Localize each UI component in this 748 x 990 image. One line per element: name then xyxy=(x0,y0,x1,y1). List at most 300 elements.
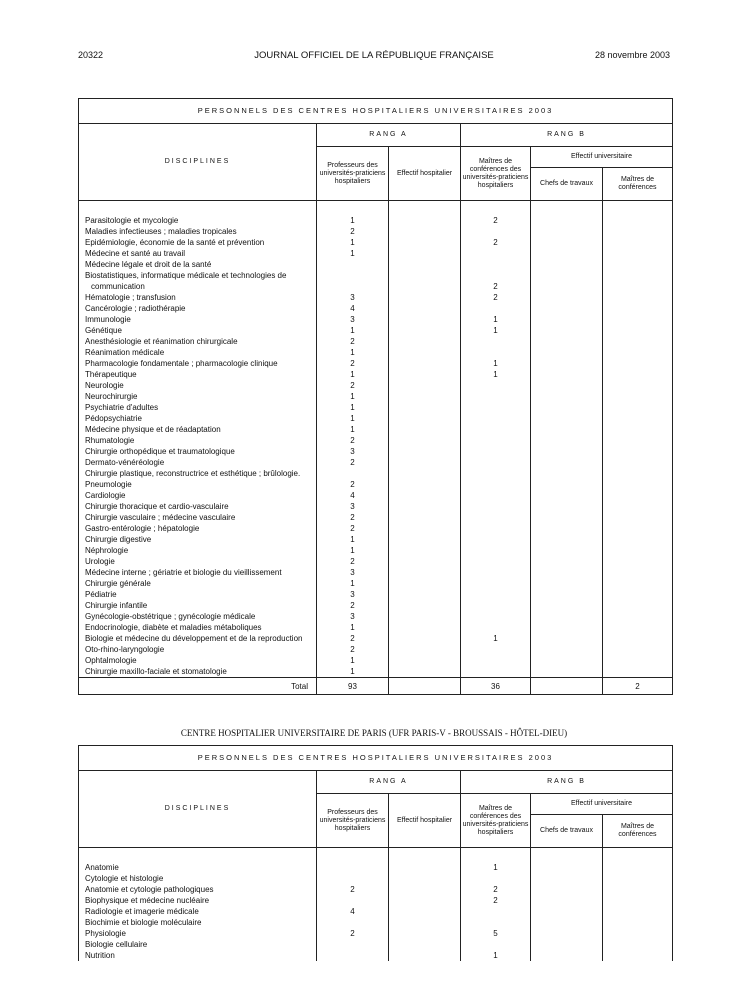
chefs-travaux-cell xyxy=(531,633,603,644)
page-number: 20322 xyxy=(78,50,104,60)
table-1-body xyxy=(79,201,673,678)
spacer-cell xyxy=(389,848,461,863)
maitres-cell: 2 xyxy=(461,895,531,906)
chefs-travaux-cell xyxy=(531,655,603,666)
maitres-cell xyxy=(461,939,531,950)
maitres-cell xyxy=(461,490,531,501)
table-row xyxy=(79,556,673,567)
table-row xyxy=(79,917,673,928)
chefs-travaux-cell xyxy=(531,884,603,895)
maitres-cell xyxy=(461,270,531,281)
chefs-travaux-cell xyxy=(531,600,603,611)
effectif-hospitalier-cell xyxy=(389,457,461,468)
chefs-travaux-cell xyxy=(531,468,603,479)
discipline-cell: Médecine interne ; gériatrie et biologie du vieillissement xyxy=(79,567,317,578)
table-row xyxy=(79,895,673,906)
effectif-hospitalier-cell xyxy=(389,512,461,523)
chefs-travaux-cell xyxy=(531,457,603,468)
table-row xyxy=(79,928,673,939)
professeurs-cell: 2 xyxy=(317,556,389,567)
discipline-cell: Chirurgie générale xyxy=(79,578,317,589)
table-row xyxy=(79,424,673,435)
maitres-conferences-cell xyxy=(603,578,673,589)
effectif-hospitalier-cell xyxy=(389,906,461,917)
spacer-cell xyxy=(603,848,673,863)
rang-b-header: RANG B xyxy=(461,124,673,147)
discipline-cell: Biologie cellulaire xyxy=(79,939,317,950)
professeurs-cell: 1 xyxy=(317,413,389,424)
maitres-conferences-cell xyxy=(603,512,673,523)
maitres-cell xyxy=(461,534,531,545)
effectif-hospitalier-cell xyxy=(389,248,461,259)
table-row xyxy=(79,402,673,413)
table-row xyxy=(79,292,673,303)
maitres-cell xyxy=(461,666,531,678)
effectif-hospitalier-cell xyxy=(389,545,461,556)
table-row xyxy=(79,325,673,336)
discipline-cell: Chirurgie orthopédique et traumatologique xyxy=(79,446,317,457)
discipline-cell: Hématologie ; transfusion xyxy=(79,292,317,303)
discipline-cell: Chirurgie maxillo-faciale et stomatologie xyxy=(79,666,317,678)
maitres-cell: 2 xyxy=(461,884,531,895)
professeurs-cell: 3 xyxy=(317,567,389,578)
discipline-cell: Génétique xyxy=(79,325,317,336)
chefs-travaux-cell xyxy=(531,446,603,457)
discipline-cell: Pneumologie xyxy=(79,479,317,490)
maitres-conferences-cell xyxy=(603,336,673,347)
chefs-travaux-cell xyxy=(531,917,603,928)
chefs-travaux-cell xyxy=(531,950,603,961)
maitres-conferences-cell xyxy=(603,666,673,678)
effectif-hospitalier-cell xyxy=(389,325,461,336)
discipline-cell: Maladies infectieuses ; maladies tropicales xyxy=(79,226,317,237)
professeurs-cell: 2 xyxy=(317,600,389,611)
chefs-travaux-cell xyxy=(531,906,603,917)
table-row xyxy=(79,512,673,523)
discipline-cell: Dermato-vénéréologie xyxy=(79,457,317,468)
effectif-hospitalier-cell xyxy=(389,281,461,292)
professeurs-cell: 3 xyxy=(317,611,389,622)
table-row xyxy=(79,435,673,446)
chefs-travaux-cell xyxy=(531,347,603,358)
professeurs-cell xyxy=(317,939,389,950)
effectif-universitaire-header: Effectif universitaire xyxy=(531,147,673,168)
discipline-cell: Nutrition xyxy=(79,950,317,961)
maitres-conferences-cell xyxy=(603,928,673,939)
maitres-cell: 2 xyxy=(461,292,531,303)
table-row xyxy=(79,873,673,884)
professeurs-cell: 2 xyxy=(317,435,389,446)
effectif-hospitalier-cell xyxy=(389,578,461,589)
table-row xyxy=(79,237,673,248)
effectif-hospitalier-cell xyxy=(389,347,461,358)
maitres-cell xyxy=(461,336,531,347)
spacer-row xyxy=(79,201,673,216)
professeurs-cell: 2 xyxy=(317,928,389,939)
maitres-header: Maîtres de conférences des universités-praticiens hospitaliers xyxy=(461,147,531,201)
professeurs-cell: 3 xyxy=(317,314,389,325)
effectif-hospitalier-cell xyxy=(389,567,461,578)
professeurs-cell: 2 xyxy=(317,644,389,655)
discipline-cell: Chirurgie digestive xyxy=(79,534,317,545)
effectif-hospitalier-cell xyxy=(389,292,461,303)
table-row xyxy=(79,259,673,270)
table-row xyxy=(79,633,673,644)
effectif-hospitalier-cell xyxy=(389,666,461,678)
maitres-cell xyxy=(461,226,531,237)
chefs-travaux-cell xyxy=(531,314,603,325)
effectif-hospitalier-cell xyxy=(389,358,461,369)
total-professeurs: 93 xyxy=(317,678,389,695)
publication-date: 28 novembre 2003 xyxy=(594,50,670,60)
maitres-cell xyxy=(461,479,531,490)
discipline-cell: Anatomie et cytologie pathologiques xyxy=(79,884,317,895)
professeurs-cell: 2 xyxy=(317,336,389,347)
discipline-cell: Oto-rhino-laryngologie xyxy=(79,644,317,655)
maitres-conferences-cell xyxy=(603,873,673,884)
effectif-hospitalier-cell xyxy=(389,633,461,644)
effectif-hospitalier-cell xyxy=(389,402,461,413)
chefs-travaux-cell xyxy=(531,391,603,402)
maitres-conferences-cell xyxy=(603,402,673,413)
effectif-hospitalier-cell xyxy=(389,589,461,600)
effectif-hospitalier-cell xyxy=(389,303,461,314)
discipline-cell: Néphrologie xyxy=(79,545,317,556)
effectif-hospitalier-cell xyxy=(389,479,461,490)
chefs-travaux-cell xyxy=(531,237,603,248)
total-maitres: 36 xyxy=(461,678,531,695)
effectif-hospitalier-cell xyxy=(389,413,461,424)
professeurs-cell: 1 xyxy=(317,215,389,226)
professeurs-cell xyxy=(317,917,389,928)
maitres-conferences-cell xyxy=(603,600,673,611)
chefs-travaux-cell xyxy=(531,336,603,347)
table-row xyxy=(79,457,673,468)
maitres-cell xyxy=(461,512,531,523)
professeurs-cell: 1 xyxy=(317,369,389,380)
professeurs-cell xyxy=(317,259,389,270)
table-row xyxy=(79,545,673,556)
maitres-cell xyxy=(461,655,531,666)
discipline-cell: Epidémiologie, économie de la santé et prévention xyxy=(79,237,317,248)
effectif-hospitalier-cell xyxy=(389,490,461,501)
professeurs-cell: 1 xyxy=(317,391,389,402)
table-row xyxy=(79,446,673,457)
maitres-conferences-cell xyxy=(603,259,673,270)
professeurs-cell xyxy=(317,873,389,884)
chefs-travaux-cell xyxy=(531,512,603,523)
disciplines-header: DISCIPLINES xyxy=(79,124,317,201)
effectif-hospitalier-cell xyxy=(389,391,461,402)
professeurs-cell: 1 xyxy=(317,578,389,589)
discipline-cell: Parasitologie et mycologie xyxy=(79,215,317,226)
professeurs-cell: 4 xyxy=(317,490,389,501)
discipline-cell: Médecine physique et de réadaptation xyxy=(79,424,317,435)
discipline-cell: Cardiologie xyxy=(79,490,317,501)
table-row xyxy=(79,490,673,501)
professeurs-cell: 4 xyxy=(317,303,389,314)
maitres-conferences-cell xyxy=(603,589,673,600)
table-row xyxy=(79,600,673,611)
effectif-hospitalier-header: Effectif hospitalier xyxy=(389,794,461,848)
maitres-cell: 1 xyxy=(461,633,531,644)
rang-a-header: RANG A xyxy=(317,771,461,794)
maitres-cell: 5 xyxy=(461,928,531,939)
professeurs-cell: 1 xyxy=(317,545,389,556)
maitres-cell: 1 xyxy=(461,369,531,380)
professeurs-cell xyxy=(317,895,389,906)
effectif-hospitalier-cell xyxy=(389,895,461,906)
professeurs-cell: 1 xyxy=(317,666,389,678)
professeurs-cell: 1 xyxy=(317,325,389,336)
chefs-travaux-cell xyxy=(531,534,603,545)
chefs-travaux-cell xyxy=(531,567,603,578)
maitres-cell xyxy=(461,347,531,358)
chefs-travaux-cell xyxy=(531,622,603,633)
chefs-travaux-cell xyxy=(531,413,603,424)
table-row xyxy=(79,501,673,512)
chefs-travaux-header: Chefs de travaux xyxy=(531,168,603,201)
maitres-cell xyxy=(461,589,531,600)
effectif-hospitalier-cell xyxy=(389,556,461,567)
spacer-cell xyxy=(531,848,603,863)
section-caption: CENTRE HOSPITALIER UNIVERSITAIRE DE PARIS (UFR PARIS-V - BROUSSAIS - HÔTEL-DIEU) xyxy=(180,728,568,738)
maitres-conferences-cell xyxy=(603,237,673,248)
maitres-cell xyxy=(461,545,531,556)
table-row xyxy=(79,347,673,358)
table-row xyxy=(79,950,673,961)
maitres-cell xyxy=(461,611,531,622)
table-row xyxy=(79,413,673,424)
maitres-cell xyxy=(461,435,531,446)
maitres-cell xyxy=(461,402,531,413)
discipline-cell: Réanimation médicale xyxy=(79,347,317,358)
maitres-conferences-cell xyxy=(603,248,673,259)
discipline-cell: Rhumatologie xyxy=(79,435,317,446)
discipline-cell: communication xyxy=(79,281,317,292)
effectif-hospitalier-cell xyxy=(389,884,461,895)
chefs-travaux-cell xyxy=(531,490,603,501)
maitres-conferences-cell xyxy=(603,523,673,534)
professeurs-cell: 3 xyxy=(317,292,389,303)
professeurs-cell xyxy=(317,950,389,961)
effectif-hospitalier-cell xyxy=(389,501,461,512)
maitres-conferences-cell xyxy=(603,939,673,950)
professeurs-cell: 3 xyxy=(317,589,389,600)
maitres-cell: 1 xyxy=(461,950,531,961)
spacer-cell xyxy=(461,848,531,863)
discipline-cell: Neurologie xyxy=(79,380,317,391)
maitres-cell xyxy=(461,457,531,468)
maitres-conferences-cell xyxy=(603,479,673,490)
discipline-cell: Physiologie xyxy=(79,928,317,939)
effectif-hospitalier-cell xyxy=(389,655,461,666)
maitres-conferences-cell xyxy=(603,325,673,336)
spacer-cell xyxy=(603,201,673,216)
discipline-cell: Psychiatrie d'adultes xyxy=(79,402,317,413)
maitres-cell xyxy=(461,391,531,402)
professeurs-cell xyxy=(317,862,389,873)
maitres-cell xyxy=(461,413,531,424)
effectif-hospitalier-cell xyxy=(389,424,461,435)
table-row xyxy=(79,534,673,545)
spacer-cell xyxy=(461,201,531,216)
effectif-hospitalier-cell xyxy=(389,336,461,347)
table-row xyxy=(79,358,673,369)
maitres-conferences-cell xyxy=(603,468,673,479)
table-row xyxy=(79,862,673,873)
maitres-cell xyxy=(461,622,531,633)
chefs-travaux-cell xyxy=(531,501,603,512)
maitres-cell xyxy=(461,446,531,457)
maitres-conferences-cell xyxy=(603,622,673,633)
discipline-cell: Neurochirurgie xyxy=(79,391,317,402)
maitres-conferences-cell xyxy=(603,391,673,402)
staff-table-1 xyxy=(78,98,673,695)
effectif-hospitalier-cell xyxy=(389,369,461,380)
professeurs-cell: 1 xyxy=(317,655,389,666)
discipline-cell: Gastro-entérologie ; hépatologie xyxy=(79,523,317,534)
chefs-travaux-cell xyxy=(531,270,603,281)
spacer-cell xyxy=(79,848,317,863)
maitres-conferences-cell xyxy=(603,556,673,567)
maitres-conferences-cell xyxy=(603,545,673,556)
table-row xyxy=(79,314,673,325)
table-row xyxy=(79,578,673,589)
chefs-travaux-cell xyxy=(531,545,603,556)
chefs-travaux-cell xyxy=(531,259,603,270)
maitres-conferences-cell xyxy=(603,501,673,512)
maitres-cell xyxy=(461,873,531,884)
chefs-travaux-cell xyxy=(531,358,603,369)
chefs-travaux-cell xyxy=(531,523,603,534)
discipline-cell: Biochimie et biologie moléculaire xyxy=(79,917,317,928)
maitres-conferences-cell xyxy=(603,424,673,435)
maitres-conferences-cell xyxy=(603,347,673,358)
maitres-header: Maîtres de conférences des universités-praticiens hospitaliers xyxy=(461,794,531,848)
chefs-travaux-cell xyxy=(531,281,603,292)
discipline-cell: Thérapeutique xyxy=(79,369,317,380)
table-row xyxy=(79,666,673,678)
table-row xyxy=(79,468,673,479)
table-row xyxy=(79,380,673,391)
chefs-travaux-cell xyxy=(531,873,603,884)
table-2-body xyxy=(79,848,673,962)
chefs-travaux-cell xyxy=(531,380,603,391)
discipline-cell: Médecine et santé au travail xyxy=(79,248,317,259)
professeurs-cell: 2 xyxy=(317,380,389,391)
discipline-cell: Anesthésiologie et réanimation chirurgicale xyxy=(79,336,317,347)
maitres-cell xyxy=(461,303,531,314)
maitres-conferences-cell xyxy=(603,906,673,917)
discipline-cell: Immunologie xyxy=(79,314,317,325)
effectif-hospitalier-cell xyxy=(389,259,461,270)
maitres-cell xyxy=(461,468,531,479)
discipline-cell: Biostatistiques, informatique médicale et technologies de xyxy=(79,270,317,281)
maitres-cell xyxy=(461,917,531,928)
professeurs-cell: 2 xyxy=(317,226,389,237)
discipline-cell: Ophtalmologie xyxy=(79,655,317,666)
table-row xyxy=(79,270,673,281)
maitres-cell xyxy=(461,567,531,578)
maitres-conferences-cell xyxy=(603,358,673,369)
chefs-travaux-cell xyxy=(531,928,603,939)
chefs-travaux-cell xyxy=(531,215,603,226)
disciplines-header: DISCIPLINES xyxy=(79,771,317,848)
professeurs-cell: 2 xyxy=(317,457,389,468)
effectif-hospitalier-cell xyxy=(389,314,461,325)
table-row xyxy=(79,622,673,633)
professeurs-cell: 2 xyxy=(317,358,389,369)
chefs-travaux-cell xyxy=(531,479,603,490)
chefs-travaux-cell xyxy=(531,895,603,906)
maitres-conferences-cell xyxy=(603,644,673,655)
table-row xyxy=(79,248,673,259)
table-row xyxy=(79,611,673,622)
professeurs-cell: 3 xyxy=(317,446,389,457)
chefs-travaux-cell xyxy=(531,435,603,446)
table-title: PERSONNELS DES CENTRES HOSPITALIERS UNIVERSITAIRES 2003 xyxy=(79,746,673,771)
chefs-travaux-cell xyxy=(531,248,603,259)
table-row xyxy=(79,391,673,402)
professeurs-cell xyxy=(317,281,389,292)
maitres-cell: 2 xyxy=(461,215,531,226)
maitres-conferences-cell xyxy=(603,446,673,457)
table-row xyxy=(79,303,673,314)
discipline-cell: Gynécologie-obstétrique ; gynécologie médicale xyxy=(79,611,317,622)
maitres-conferences-header: Maîtres de conférences xyxy=(603,815,673,848)
effectif-hospitalier-cell xyxy=(389,534,461,545)
maitres-cell: 1 xyxy=(461,358,531,369)
spacer-cell xyxy=(79,201,317,216)
discipline-cell: Biophysique et médecine nucléaire xyxy=(79,895,317,906)
professeurs-cell: 1 xyxy=(317,534,389,545)
effectif-hospitalier-cell xyxy=(389,435,461,446)
chefs-travaux-cell xyxy=(531,325,603,336)
chefs-travaux-cell xyxy=(531,369,603,380)
maitres-conferences-cell xyxy=(603,226,673,237)
chefs-travaux-cell xyxy=(531,939,603,950)
chefs-travaux-cell xyxy=(531,303,603,314)
discipline-cell: Cytologie et histologie xyxy=(79,873,317,884)
maitres-conferences-cell xyxy=(603,567,673,578)
maitres-cell xyxy=(461,424,531,435)
maitres-conferences-cell xyxy=(603,611,673,622)
effectif-hospitalier-cell xyxy=(389,950,461,961)
maitres-conferences-cell xyxy=(603,215,673,226)
table-row xyxy=(79,939,673,950)
effectif-hospitalier-cell xyxy=(389,928,461,939)
maitres-conferences-cell xyxy=(603,534,673,545)
spacer-cell xyxy=(317,201,389,216)
maitres-cell: 2 xyxy=(461,281,531,292)
effectif-hospitalier-cell xyxy=(389,644,461,655)
maitres-conferences-cell xyxy=(603,380,673,391)
chefs-travaux-cell xyxy=(531,666,603,678)
maitres-conferences-cell xyxy=(603,413,673,424)
maitres-cell: 2 xyxy=(461,237,531,248)
rang-b-header: RANG B xyxy=(461,771,673,794)
spacer-row xyxy=(79,848,673,863)
spacer-cell xyxy=(531,201,603,216)
table-row xyxy=(79,523,673,534)
professeurs-cell xyxy=(317,468,389,479)
maitres-cell xyxy=(461,259,531,270)
effectif-universitaire-header: Effectif universitaire xyxy=(531,794,673,815)
chefs-travaux-cell xyxy=(531,292,603,303)
professeurs-cell: 1 xyxy=(317,347,389,358)
table-row xyxy=(79,655,673,666)
